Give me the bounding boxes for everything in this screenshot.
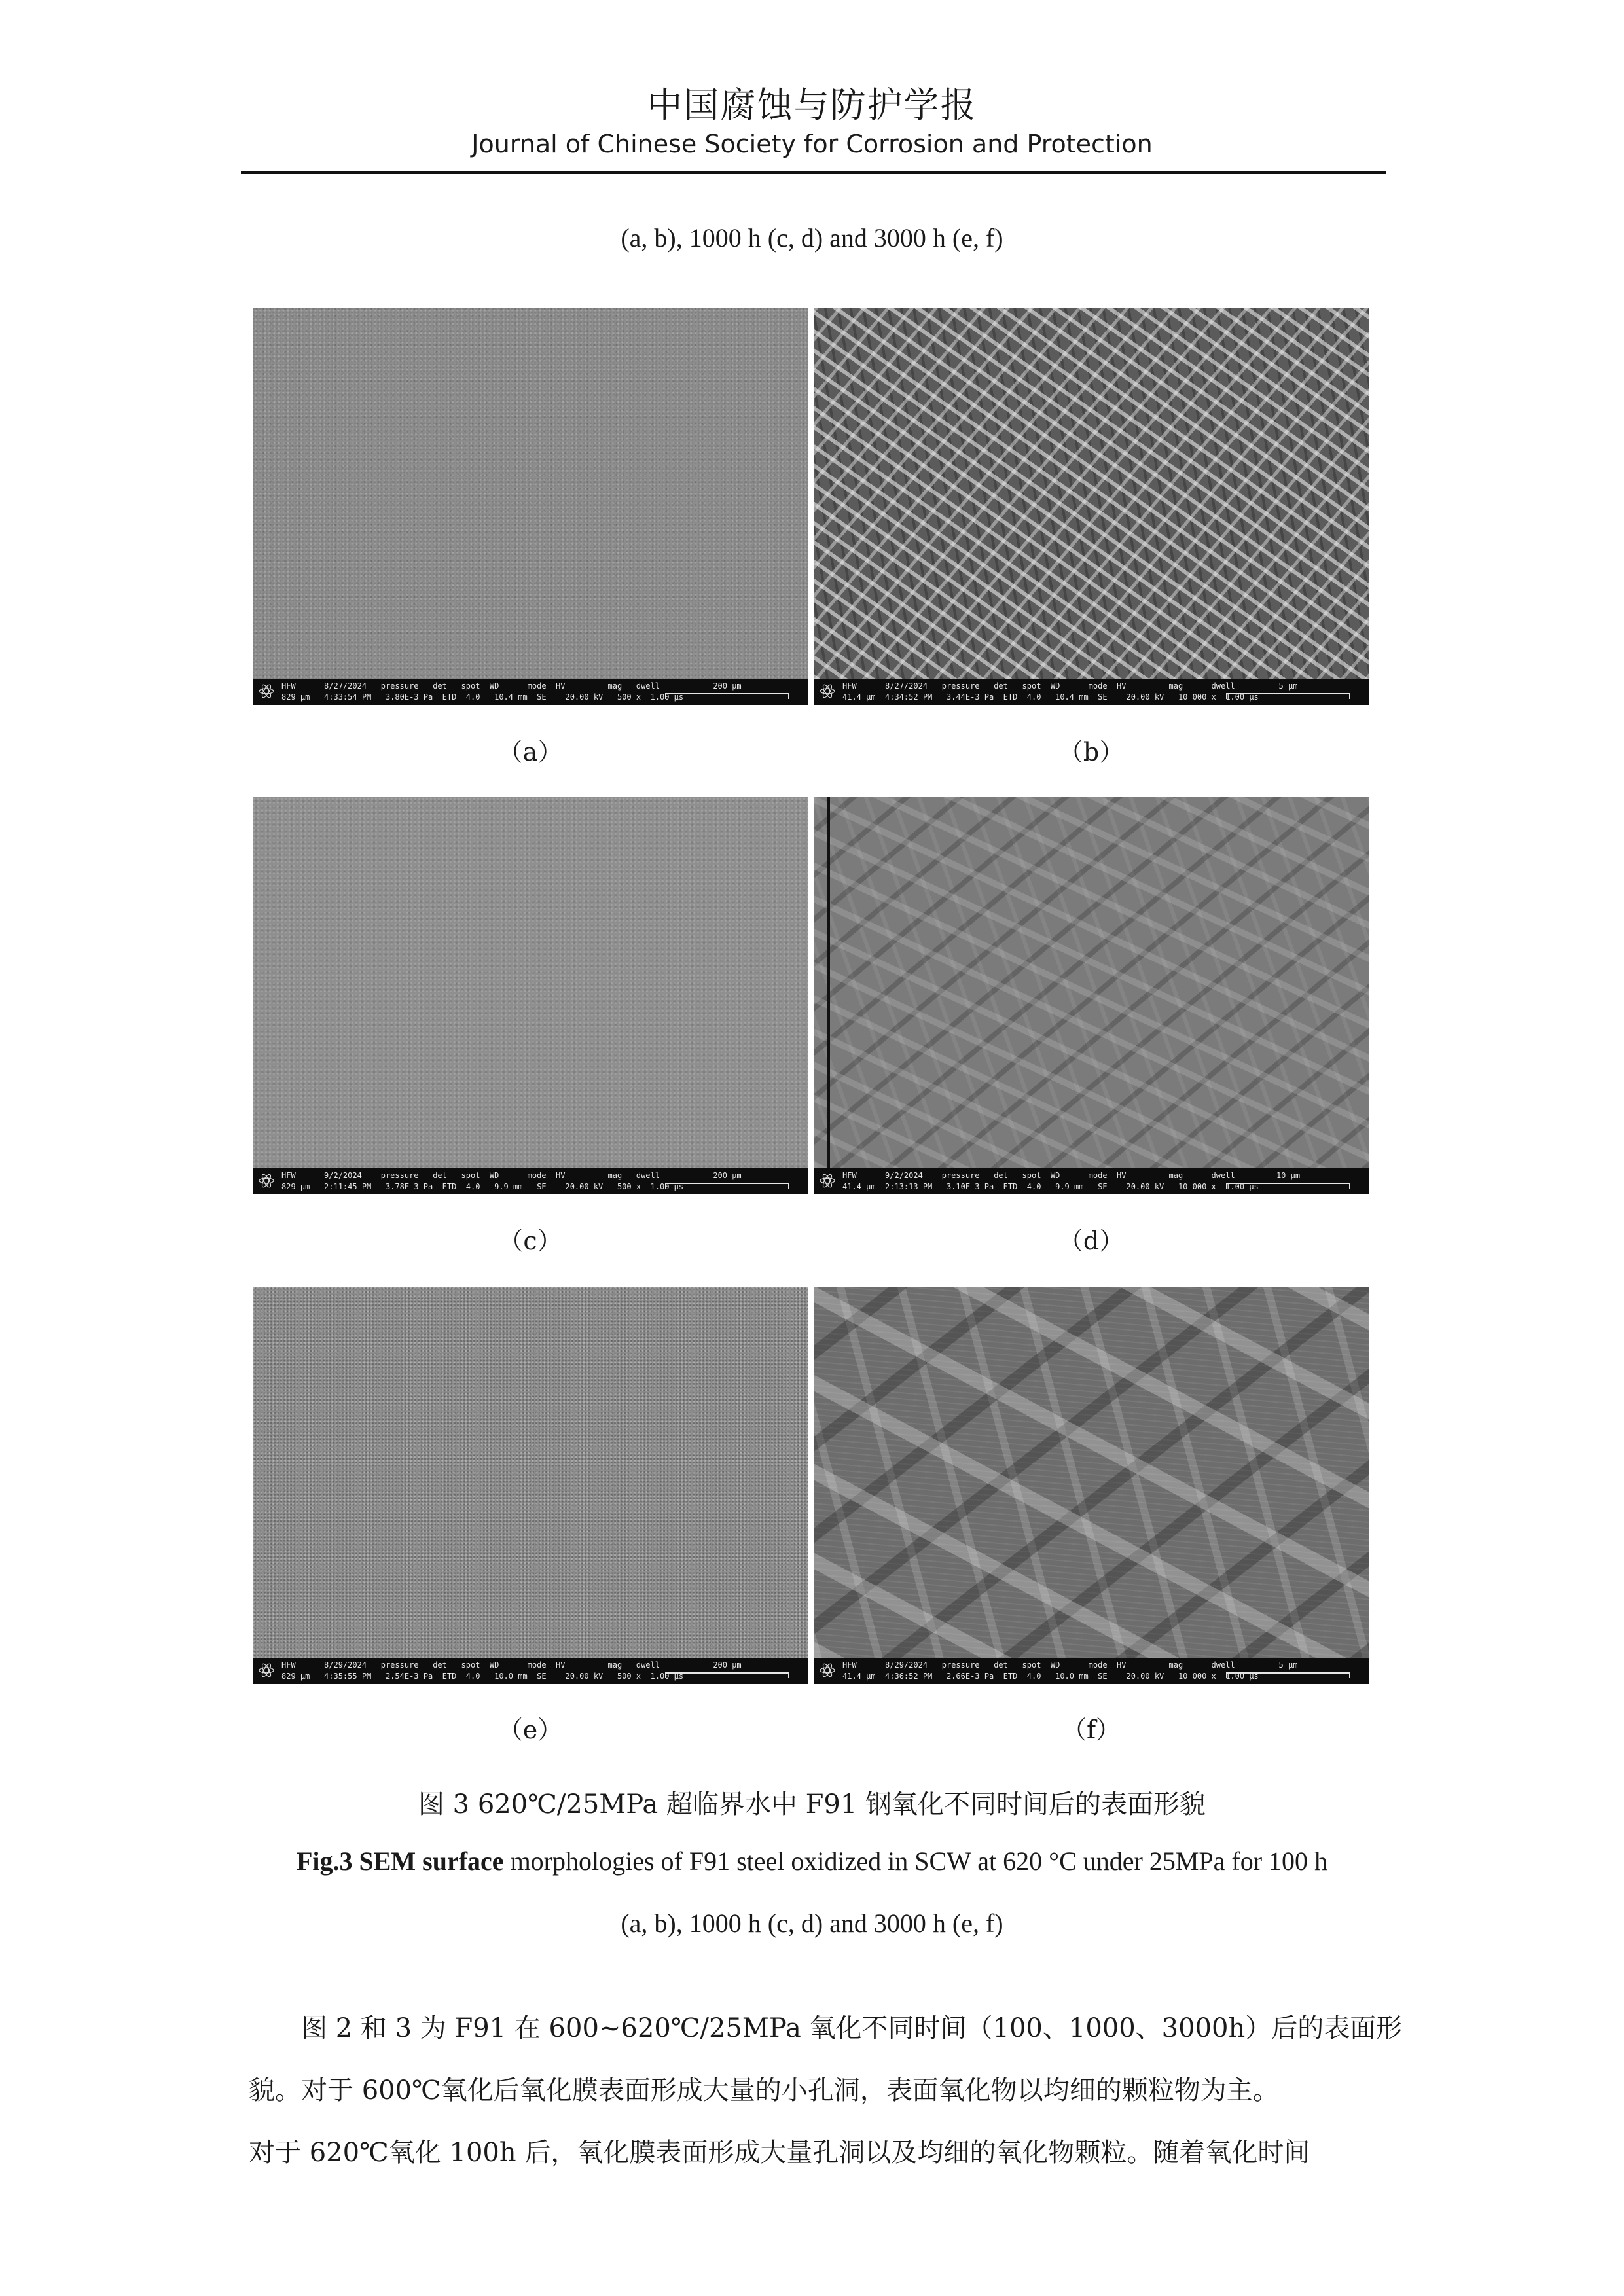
scale-bar — [665, 1660, 789, 1678]
continued-caption: (a, b), 1000 h (c, d) and 3000 h (e, f) — [621, 223, 1003, 253]
sem-image-c — [253, 797, 808, 1194]
scale-label: 200 μm — [713, 1660, 742, 1670]
sem-info-row-1: HFW 8/29/2024 pressure det spot WD mode HV mag dwell — [281, 1660, 660, 1670]
scale-label: 10 μm — [1276, 1171, 1301, 1180]
journal-title-cn: 中国腐蚀与防护学报 — [647, 84, 977, 126]
sem-info-row-1: HFW 8/27/2024 pressure det spot WD mode HV mag dwell — [281, 681, 660, 691]
sem-info-row-1: HFW 8/27/2024 pressure det spot WD mode HV mag dwell — [842, 681, 1235, 691]
panel-label-a: （a） — [497, 738, 563, 766]
panel-label-c: （c） — [498, 1227, 562, 1255]
sem-image-b — [814, 308, 1369, 705]
header-rule — [241, 171, 1386, 174]
instrument-logo-icon — [258, 1662, 275, 1679]
figure-caption-en-rest: morphologies of F91 steel oxidized in SCW at 620 °C under 25MPa for 100 h — [503, 1846, 1328, 1876]
instrument-logo-icon — [258, 683, 275, 700]
scale-bar — [665, 681, 789, 699]
sem-micrograph — [814, 797, 1369, 1168]
surface-crack — [827, 797, 830, 1168]
figure-caption-en — [0, 1846, 1624, 1876]
sem-micrograph — [253, 308, 808, 679]
figure-caption-en-bold: Fig.3 SEM surface — [296, 1846, 504, 1876]
instrument-logo-icon — [258, 1172, 275, 1189]
sem-micrograph — [253, 797, 808, 1168]
sem-info-row-2: 41.4 μm 2:13:13 PM 3.10E-3 Pa ETD 4.0 9.9 mm SE 20.00 kV 10 000 x 1.00 μs — [842, 1182, 1259, 1191]
scale-label: 200 μm — [713, 681, 742, 691]
scale-bar — [665, 1170, 789, 1189]
sem-image-f — [814, 1287, 1369, 1684]
body-line-2: 貌。对于 600℃氧化后氧化膜表面形成大量的小孔洞，表面氧化物以均细的颗粒物为主。 — [249, 2075, 1279, 2106]
instrument-logo-icon — [819, 1662, 836, 1679]
sem-info-row-2: 41.4 μm 4:36:52 PM 2.66E-3 Pa ETD 4.0 10.0 mm SE 20.00 kV 10 000 x 1.00 μs — [842, 1672, 1259, 1681]
sem-info-bar — [814, 679, 1369, 705]
panel-label-e: （e） — [497, 1715, 563, 1744]
figure-caption-en-line2: (a, b), 1000 h (c, d) and 3000 h (e, f) — [621, 1909, 1003, 1938]
sem-micrograph — [814, 1287, 1369, 1658]
scale-label: 5 μm — [1278, 1660, 1298, 1670]
sem-info-row-1: HFW 8/29/2024 pressure det spot WD mode HV mag dwell — [842, 1660, 1235, 1670]
sem-info-row-2: 829 μm 4:33:54 PM 3.80E-3 Pa ETD 4.0 10.4 mm SE 20.00 kV 500 x 1.00 μs — [281, 692, 684, 702]
body-line-1: 图 2 和 3 为 F91 在 600~620℃/25MPa 氧化不同时间（100、1000、3000h）后的表面形 — [301, 2013, 1403, 2043]
sem-image-a — [253, 308, 808, 705]
scale-label: 200 μm — [713, 1171, 742, 1180]
instrument-logo-icon — [819, 1172, 836, 1189]
panel-label-d: （d） — [1058, 1227, 1125, 1255]
sem-info-bar — [814, 1168, 1369, 1194]
sem-micrograph — [253, 1287, 808, 1658]
scale-label: 5 μm — [1278, 681, 1298, 691]
panel-label-b: （b） — [1058, 738, 1125, 766]
sem-info-row-1: HFW 9/2/2024 pressure det spot WD mode HV mag dwell — [842, 1171, 1235, 1180]
sem-info-row-1: HFW 9/2/2024 pressure det spot WD mode HV mag dwell — [281, 1171, 660, 1180]
panel-label-f: （f） — [1061, 1715, 1121, 1744]
sem-image-e — [253, 1287, 808, 1684]
sem-info-bar — [814, 1658, 1369, 1684]
journal-title-en: Journal of Chinese Society for Corrosion and Protection — [471, 130, 1153, 158]
scale-bar — [1226, 1170, 1350, 1189]
instrument-logo-icon — [819, 683, 836, 700]
scale-bar — [1226, 681, 1350, 699]
body-line-3: 对于 620℃氧化 100h 后，氧化膜表面形成大量孔洞以及均细的氧化物颗粒。随着氧化时间 — [249, 2138, 1310, 2168]
sem-info-row-2: 41.4 μm 4:34:52 PM 3.44E-3 Pa ETD 4.0 10.4 mm SE 20.00 kV 10 000 x 1.00 μs — [842, 692, 1259, 702]
sem-info-row-2: 829 μm 4:35:55 PM 2.54E-3 Pa ETD 4.0 10.0 mm SE 20.00 kV 500 x 1.00 μs — [281, 1672, 684, 1681]
sem-micrograph — [814, 308, 1369, 679]
sem-image-d — [814, 797, 1369, 1194]
sem-info-bar — [253, 679, 808, 705]
sem-info-row-2: 829 μm 2:11:45 PM 3.78E-3 Pa ETD 4.0 9.9 mm SE 20.00 kV 500 x 1.00 μs — [281, 1182, 684, 1191]
sem-info-bar — [253, 1658, 808, 1684]
body-paragraph — [249, 1998, 1403, 2184]
sem-info-bar — [253, 1168, 808, 1194]
scale-bar — [1226, 1660, 1350, 1678]
figure-caption-cn: 图 3 620℃/25MPa 超临界水中 F91 钢氧化不同时间后的表面形貌 — [418, 1789, 1206, 1820]
